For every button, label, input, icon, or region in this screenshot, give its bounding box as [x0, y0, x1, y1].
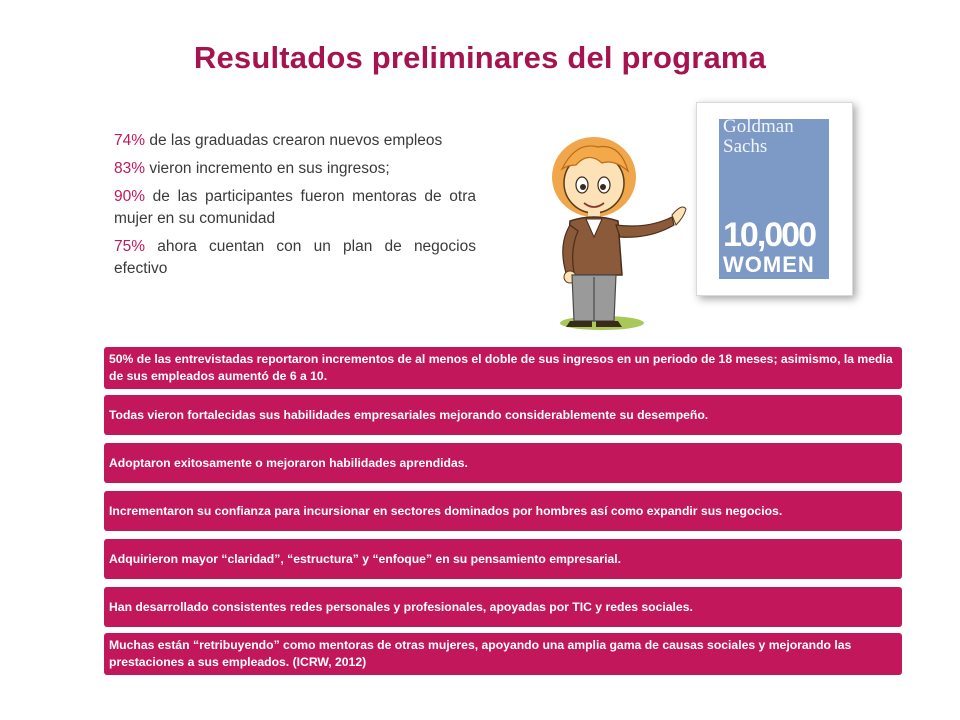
logo-wordmark: [723, 119, 794, 157]
result-bar: 50% de las entrevistadas reportaron incrementos de al menos el doble de sus ingresos en un periodo de 18 meses; asimismo, la media de sus empleados aumentó de 6 a 10.: [104, 347, 902, 389]
logo-line-1: Goldman: [723, 119, 794, 137]
result-bar: Muchas están “retribuyendo” como mentoras de otras mujeres, apoyando una amplia gama de causas sociales y mejorando las prestaciones a sus empleados. (ICRW, 2012): [104, 633, 902, 675]
stat-percent: 83%: [114, 160, 146, 177]
stat-item: [114, 236, 476, 280]
slide-title: Resultados preliminares del programa: [193, 40, 767, 75]
stat-text: de las graduadas crearon nuevos empleos: [145, 132, 443, 149]
stat-percent: 74%: [114, 132, 146, 149]
result-bar: Incrementaron su confianza para incursionar en sectores dominados por hombres así como expandir sus negocios.: [104, 491, 902, 531]
stat-item: [114, 158, 476, 180]
logo-panel: [719, 119, 829, 279]
stats-list: [114, 130, 476, 286]
stat-text: de las participantes fueron mentoras de otra mujer en su comunidad: [114, 188, 476, 227]
logo-women: WOMEN: [723, 252, 815, 277]
businesswoman-illustration: [536, 125, 716, 335]
stat-item: [114, 130, 476, 152]
stat-percent: 90%: [114, 188, 146, 205]
result-bar: Adquirieron mayor “claridad”, “estructura” y “enfoque” en su pensamiento empresarial.: [104, 539, 902, 579]
stat-text: ahora cuentan con un plan de negocios efectivo: [114, 238, 476, 277]
result-bar: Todas vieron fortalecidas sus habilidades empresariales mejorando considerablemente su desempeño.: [104, 395, 902, 435]
result-bar: Adoptaron exitosamente o mejoraron habilidades aprendidas.: [104, 443, 902, 483]
logo-line-2: Sachs: [723, 136, 768, 157]
stat-text: vieron incremento en sus ingresos;: [145, 160, 390, 177]
result-bar: Han desarrollado consistentes redes personales y profesionales, apoyadas por TIC y redes sociales.: [104, 587, 902, 627]
stat-item: [114, 186, 476, 230]
logo-number: 10,000: [723, 216, 815, 254]
stat-percent: 75%: [114, 238, 146, 255]
goldman-sachs-logo: [696, 102, 853, 296]
